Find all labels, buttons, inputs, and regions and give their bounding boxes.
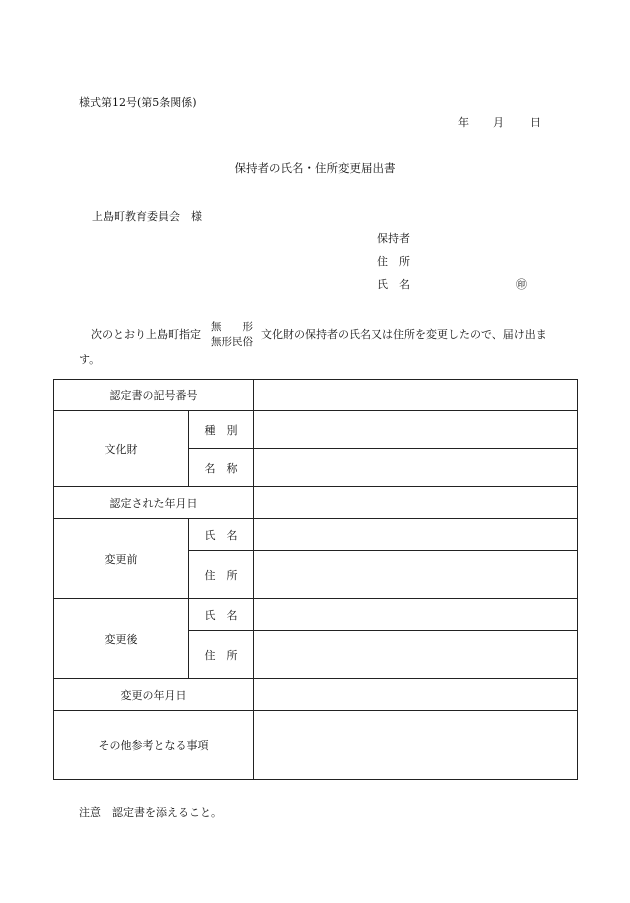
table-row [54,711,578,780]
after-name-field[interactable] [254,599,578,631]
form-table [53,379,578,780]
date-line [458,114,541,130]
before-change-label: 変更前 [54,519,189,599]
table-row [54,599,578,631]
cert-number-field[interactable] [254,380,578,411]
table-row [54,487,578,519]
after-name-label: 氏 名 [189,599,254,631]
holder-name-row [377,277,527,300]
before-name-field[interactable] [254,519,578,551]
change-date-label: 変更の年月日 [54,679,254,711]
property-name-label: 名 称 [189,449,254,487]
holder-block [377,231,527,300]
holder-name-label: 氏 名 [377,278,410,291]
note: 注意 認定書を添えること。 [79,806,222,819]
date-month-label: 月 [493,116,504,129]
other-matters-label: その他参考となる事項 [54,711,254,780]
table-row [54,679,578,711]
body-text-after: 文化財の保持者の氏名又は住所を変更したので、届け出ます。 [79,328,547,366]
holder-address-label: 住 所 [377,255,410,268]
after-change-label: 変更後 [54,599,189,679]
after-address-field[interactable] [254,631,578,679]
cert-date-field[interactable] [254,487,578,519]
category-label: 種 別 [189,411,254,449]
form-number: 様式第12号(第5条関係) [79,96,197,109]
seal-mark: ㊞ [516,278,527,291]
category-field[interactable] [254,411,578,449]
before-address-field[interactable] [254,551,578,599]
table-row [54,380,578,411]
addressee: 上島町教育委員会 様 [92,210,202,223]
cert-date-label: 認定された年月日 [54,487,254,519]
body-text-before: 次のとおり上島町指定 [91,328,201,341]
before-address-label: 住 所 [189,551,254,599]
cultural-property-label: 文化財 [54,411,189,487]
other-matters-field[interactable] [254,711,578,780]
after-address-label: 住 所 [189,631,254,679]
body-text [79,320,559,369]
table-row [54,519,578,551]
cert-number-label: 認定書の記号番号 [54,380,254,411]
type-options [211,320,253,350]
before-name-label: 氏 名 [189,519,254,551]
table-row [54,411,578,449]
document-title: 保持者の氏名・住所変更届出書 [234,161,396,175]
type-option-intangible: 無 形 [211,321,253,333]
property-name-field[interactable] [254,449,578,487]
change-date-field[interactable] [254,679,578,711]
holder-label: 保持者 [377,232,410,245]
date-day-label: 日 [530,116,541,129]
type-option-folk: 無形民俗 [211,336,253,348]
date-year-label: 年 [458,116,469,129]
